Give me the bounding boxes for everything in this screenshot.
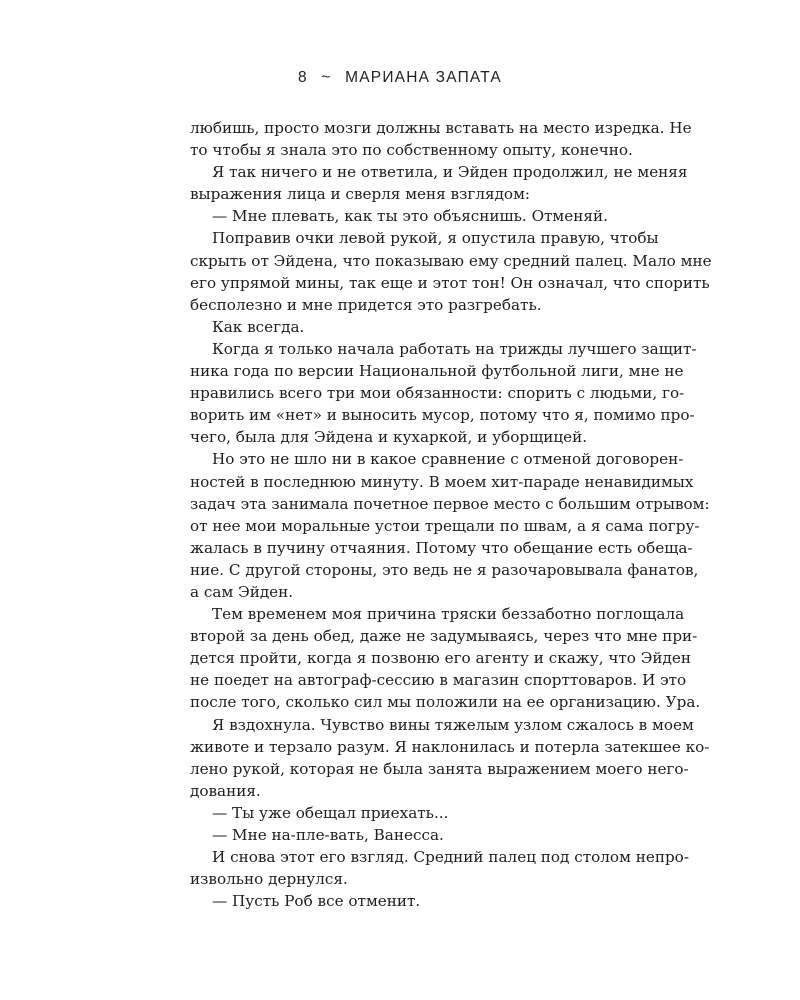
text-line: Я так ничего и не ответила, и Эйден продолжил, не меняя	[212, 163, 688, 182]
text-line: — Пусть Роб все отменит.	[212, 892, 421, 911]
text-line: ворить им «нет» и выносить мусор, потому что я, помимо про-	[190, 406, 695, 425]
text-line: ностей в последнюю минуту. В моем хит-параде ненавидимых	[190, 472, 694, 491]
text-line: а сам Эйден.	[190, 582, 294, 601]
text-line: задач эта занимала почетное первое место с большим отрывом:	[190, 494, 710, 513]
text-line: Тем временем моя причина тряски беззаботно поглощала	[212, 605, 685, 624]
text-line: извольно дернулся.	[190, 870, 348, 889]
running-head	[0, 69, 800, 87]
text-line: любишь, просто мозги должны вставать на место изредка. Не	[190, 119, 692, 137]
text-line: животе и терзало разум. Я наклонилась и потерла затекшее ко-	[190, 737, 710, 756]
page-number: 8	[298, 69, 308, 86]
text-line: чего, была для Эйдена и кухаркой, и уборщицей.	[190, 428, 588, 447]
text-line: нравились всего три мои обязанности: спорить с людьми, го-	[190, 384, 685, 403]
text-line: лено рукой, которая не была занята выражением моего него-	[190, 759, 689, 778]
text-line: жалась в пучину отчаяния. Потому что обещание есть обеща-	[190, 538, 693, 557]
header-separator: ~	[321, 69, 332, 86]
text-line: выражения лица и сверля меня взглядом:	[190, 185, 530, 204]
text-line: Как всегда.	[212, 317, 305, 336]
text-line: его упрямой мины, так еще и этот тон! Он означал, что спорить	[190, 273, 710, 292]
text-line: после того, сколько сил мы положили на ее организацию. Ура.	[190, 693, 701, 712]
body-text	[190, 117, 712, 912]
text-line: от нее мои моральные устои трещали по швам, а я сама погру-	[190, 516, 700, 535]
text-line: Но это не шло ни в какое сравнение с отменой договорен-	[212, 450, 684, 469]
text-line: бесполезно и мне придется это разгребать.	[190, 295, 542, 314]
text-line: дется пройти, когда я позвоню его агенту и скажу, что Эйден	[190, 649, 691, 668]
text-line: — Мне на-пле-вать, Ванесса.	[212, 826, 444, 844]
text-line: скрыть от Эйдена, что показываю ему средний палец. Мало мне	[190, 251, 712, 270]
text-line: ние. С другой стороны, это ведь не я разочаровывала фанатов,	[190, 560, 699, 579]
text-line: И снова этот его взгляд. Средний палец под столом непро-	[212, 848, 689, 867]
text-line: — Мне плевать, как ты это объяснишь. Отменяй.	[212, 207, 608, 226]
text-line: Я вздохнула. Чувство вины тяжелым узлом сжалось в моем	[212, 715, 694, 734]
text-line: то чтобы я знала это по собственному опыту, конечно.	[190, 141, 633, 160]
text-line: Поправив очки левой рукой, я опустила правую, чтобы	[212, 229, 659, 248]
author-name: МАРИАНА ЗАПАТА	[345, 69, 502, 86]
text-line: не поедет на автограф-сессию в магазин спорттоваров. И это	[190, 671, 687, 690]
text-line: — Ты уже обещал приехать...	[212, 803, 449, 822]
text-line: второй за день обед, даже не задумываясь, через что мне при-	[190, 627, 698, 646]
text-line: ника года по версии Национальной футбольной лиги, мне не	[190, 362, 684, 381]
text-line: Когда я только начала работать на трижды лучшего защит-	[212, 339, 697, 358]
text-line: дования.	[190, 781, 261, 800]
